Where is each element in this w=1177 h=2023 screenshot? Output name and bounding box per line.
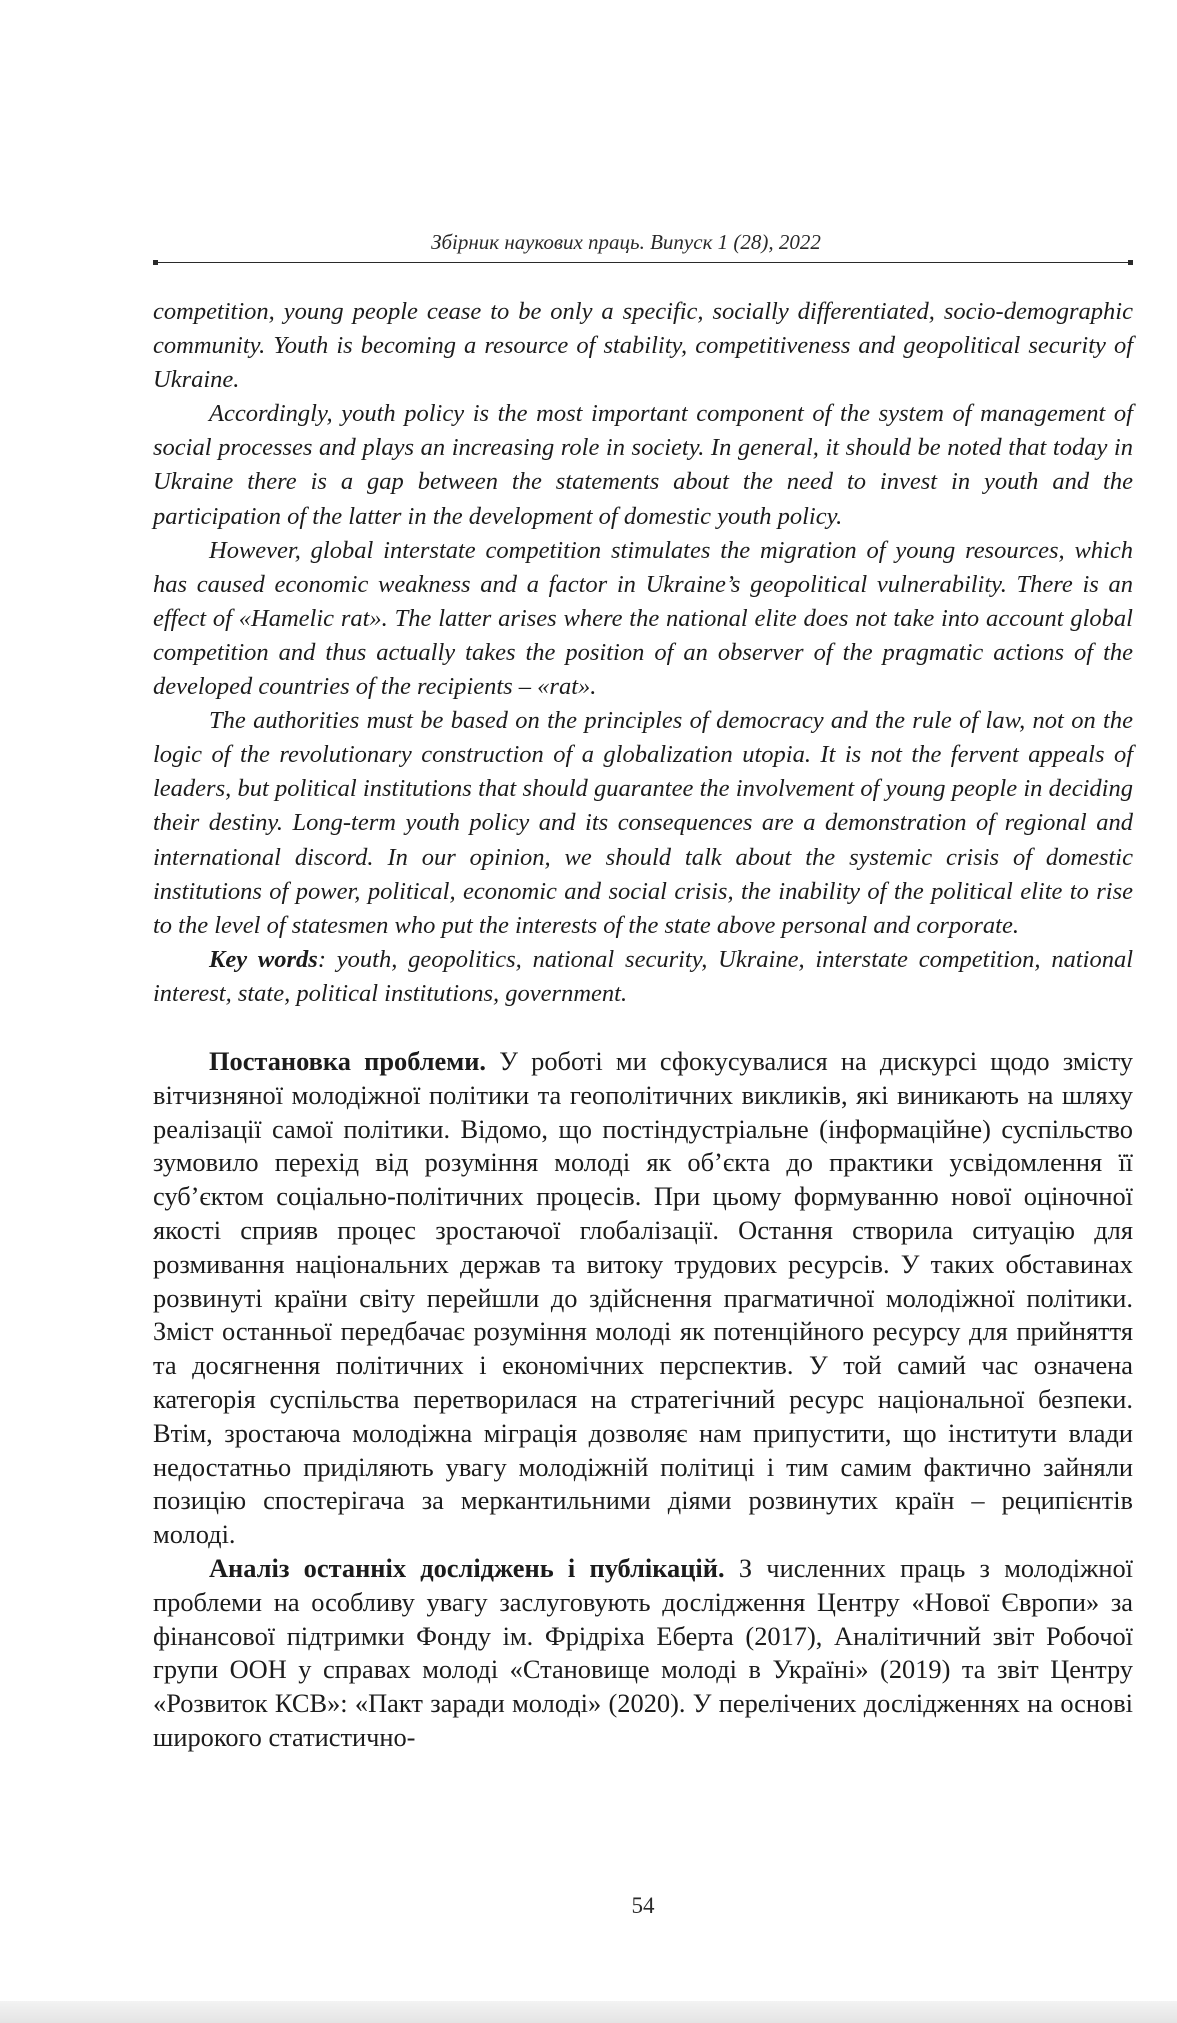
journal-page bbox=[153, 228, 1134, 1918]
problem-statement-heading: Постановка проблеми. bbox=[209, 1045, 487, 1076]
keywords-text: : youth, geopolitics, national security, Ukraine, interstate competition, national interest, state, political institutions, government. bbox=[153, 945, 1133, 1007]
article-body bbox=[153, 1045, 1133, 1755]
problem-statement-paragraph bbox=[153, 1045, 1133, 1552]
abstract-paragraph: The authorities must be based on the principles of democracy and the rule of law, not on the logic of the revolutionary construction of a globalization utopia. It is not the fervent appeals of leaders, but political institutions that should guarantee the involvement of young people in deciding their destiny. Long-term youth policy and its consequences are a demonstration of regional and international discord. In our opinion, we should talk about the systemic crisis of domestic institutions of power, political, economic and social crisis, the inability of the political elite to rise to the level of statesmen who put the interests of the state above personal and corporate. bbox=[153, 707, 1133, 939]
abstract-paragraph: competition, young people cease to be only a specific, socially differentiated, socio-demographic community. Youth is becoming a resource of stability, competitiveness and geopolitical security of Ukraine. bbox=[153, 298, 1133, 394]
header-rule bbox=[153, 262, 1133, 263]
literature-review-paragraph bbox=[153, 1552, 1133, 1755]
scan-bottom-edge bbox=[0, 2001, 1177, 2023]
abstract-paragraph: However, global interstate competition stimulates the migration of young resources, which has caused economic weakness and a factor in Ukraine’s geopolitical vulnerability. There is an effect of «Hamelic rat». The latter arises where the national elite does not take into account global competition and thus actually takes the position of an observer of the pragmatic actions of the developed countries of the recipients – «rat». bbox=[153, 536, 1133, 701]
keywords-paragraph bbox=[153, 943, 1133, 1011]
english-abstract bbox=[153, 295, 1133, 1011]
literature-review-heading: Аналіз останніх досліджень і публікацій. bbox=[209, 1552, 725, 1583]
literature-review-text: З численних праць з молодіжної проблеми на особливу увагу заслуговують дослідження Центру «Нової Європи» за фінансової підтримки Фонду ім. Фрідріха Еберта (2017), Аналітичний звіт Робочої групи ООН у справах молоді «Становище молоді в Україні» (2019) та звіт Центру «Розвиток КСВ»: «Пакт заради молоді» (2020). У перелічених дослідженнях на основі широкого статистично- bbox=[153, 1552, 1134, 1752]
problem-statement-text: У роботі ми сфокусувалися на дискурсі щодо змісту вітчизняної молодіжної політики та геополітичних викликів, які виникають на шляху реалізації самої політики. Відомо, що постіндустріальне (інформаційне) суспільство зумовило перехід від розуміння молоді як об’єкта до практики усвідомлення її суб’єктом соціально-політичних процесів. При цьому формуванню нової оціночної якості сприяв процес зростаючої глобалізації. Остання створила ситуацію для розмивання національних держав та витоку трудових ресурсів. У таких обставинах розвинуті країни світу перейшли до здійснення прагматичної молодіжної політики. Зміст останньої передбачає розуміння молоді як потенційного ресурсу для прийняття та досягнення політичних і економічних перспектив. У той самий час означена категорія суспільства перетворилася на стратегічний ресурс національної безпеки. Втім, зростаюча молодіжна міграція дозволяє нам припустити, що інститути влади недостатньо приділяють увагу молодіжній політиці і тим самим фактично зайняли позицію спостерігача за меркантильними діями розвинутих країн – реципієнтів молоді. bbox=[153, 1045, 1133, 1550]
abstract-paragraph: Accordingly, youth policy is the most important component of the system of management of social processes and plays an increasing role in society. In general, it should be noted that today in Ukraine there is a gap between the statements about the need to invest in youth and the participation of the latter in the development of domestic youth policy. bbox=[153, 400, 1133, 530]
keywords-label: Key words bbox=[209, 945, 318, 973]
running-header: Збірник наукових праць. Випуск 1 (28), 2022 bbox=[431, 230, 821, 254]
page-number: 54 bbox=[631, 1893, 655, 1918]
